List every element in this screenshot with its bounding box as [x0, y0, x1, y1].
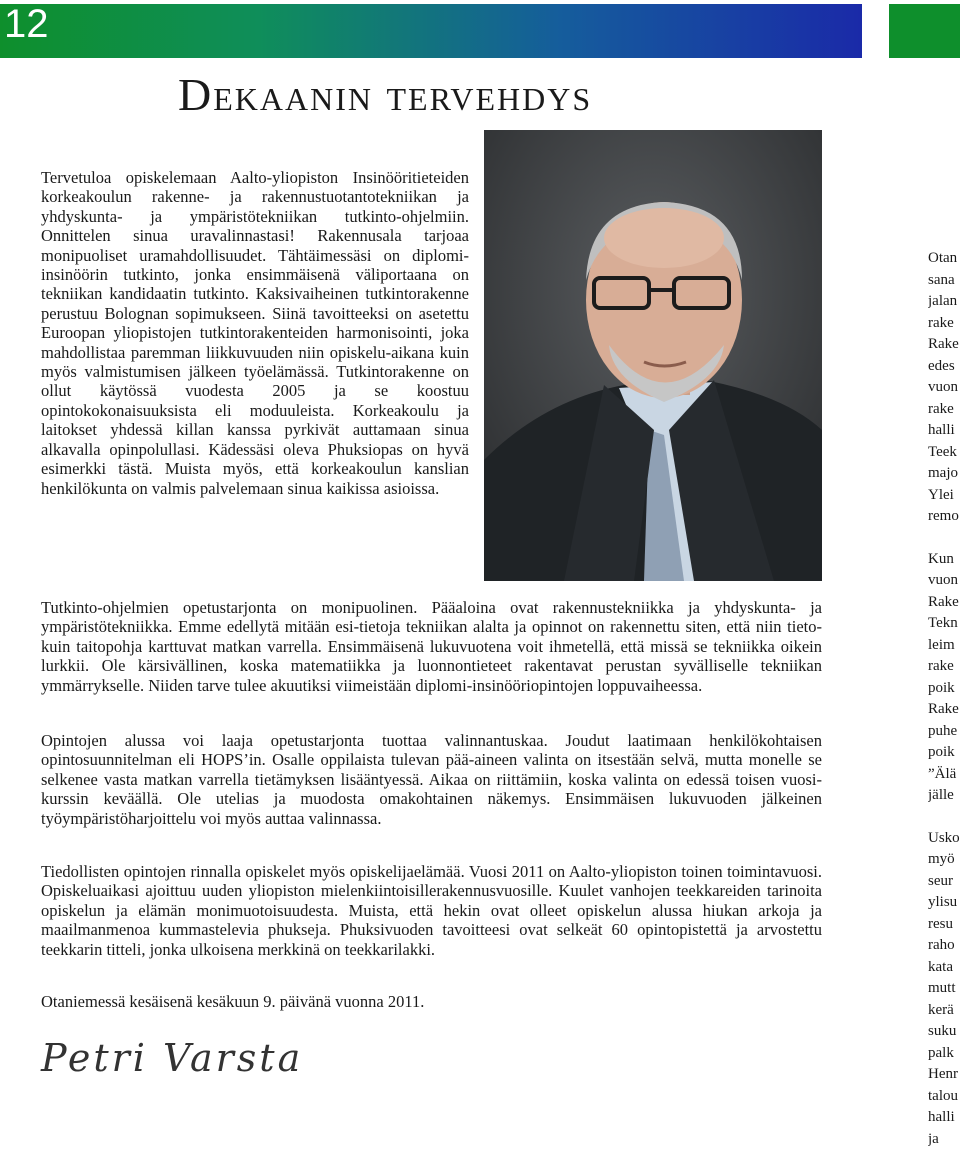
next-page-line: Usko: [928, 828, 960, 850]
next-page-line: suku: [928, 1021, 960, 1043]
next-page-line: Henr: [928, 1064, 960, 1086]
next-page-column: [928, 248, 960, 1150]
next-page-line: resu: [928, 914, 960, 936]
next-page-line: Kun: [928, 549, 960, 571]
next-page-line: leim: [928, 635, 960, 657]
column-gap: [928, 807, 960, 828]
header-gradient-bar: [0, 4, 862, 58]
next-page-line: edes: [928, 356, 960, 378]
next-page-line: sana: [928, 270, 960, 292]
portrait-photo-icon: [484, 130, 822, 581]
next-page-line: talou: [928, 1086, 960, 1108]
next-page-line: ja: [928, 1129, 960, 1150]
next-page-line: remo: [928, 506, 960, 528]
next-page-line: majo: [928, 463, 960, 485]
next-page-line: halli: [928, 420, 960, 442]
next-page-line: seur: [928, 871, 960, 893]
next-page-line: jälle: [928, 785, 960, 807]
next-page-line: myö: [928, 849, 960, 871]
closing-line: Otaniemessä kesäisenä kesäkuun 9. päivänä vuonna 2011.: [41, 992, 822, 1011]
next-page-line: Rake: [928, 334, 960, 356]
intro-paragraph: Tervetuloa opiskelemaan Aalto-yliopiston Insinööritieteiden korkeakoulun rakenne- ja rakennustuotantotekniikan ja yhdyskunta- ja ympäristötekniikan tutkinto-ohjelmiin. Onnittelen sinua uravalinnastasi! Rakennusala tarjoaa monipuoliset uramahdollisuudet. Tähtäimessäsi on diplomi-insinöörin tutkinto, jonka ensimmäisenä väliportaana on tekniikan kandidaatin tutkinto. Kaksivaiheinen tutkintorakenne perustuu Bolognan sopimukseen. Siinä tavoitteeksi on asetettu Euroopan yliopistojen tutkintorakenteiden harmonisointi, joka mahdollistaa paremman liikkuvuuden niin opiskelu-aikana kuin myös valmistumisen jälkeen työelämässä. Tutkintorakenne on ollut käytössä vuodesta 2005 ja se koostuu opintokokonaisuuksista eli moduuleista. Korkeakoulu ja laitokset yhdessä killan kanssa pyrkivät auttamaan sinua alkavalla opinpolullasi. Kädessäsi oleva Phuksiopas on hyvä esimerkki tästä. Muista myös, että korkeakoulun kanslian henkilökunta on valmis palvelemaan sinua kaikissa asioissa.: [41, 168, 469, 498]
next-page-line: rake: [928, 399, 960, 421]
next-page-header-bar: [889, 4, 960, 58]
next-page-line: kerä: [928, 1000, 960, 1022]
next-page-line: vuon: [928, 377, 960, 399]
next-page-line: Teek: [928, 442, 960, 464]
next-page-line: ”Älä: [928, 764, 960, 786]
next-page-line: halli: [928, 1107, 960, 1129]
next-page-line: poik: [928, 742, 960, 764]
page-number: 12: [4, 4, 49, 58]
next-page-line: Rake: [928, 699, 960, 721]
portrait-photo: [484, 130, 822, 581]
next-page-line: puhe: [928, 721, 960, 743]
studies-paragraph: Opintojen alussa voi laaja opetustarjonta tuottaa valinnantuskaa. Joudut laatimaan henkilökohtaisen opintosuunnitelman eli HOPS’in. Osalle oppilaista tulevan pää-aineen valinta on itsestään selvä, mutta monelle se selkenee vasta matkan varrella tietämyksen lisääntyessä. Aikaa on riittämiin, koska valinta on edessä toisen vuosi-kurssin keväällä. Ole utelias ja muodosta omakohtainen näkemys. Ensimmäisen lukuvuoden jälkeinen työympäristöharjoittelu voi myös auttaa valinnassa.: [41, 731, 822, 828]
next-page-line: Rake: [928, 592, 960, 614]
next-page-line: ylisu: [928, 892, 960, 914]
next-page-line: palk: [928, 1043, 960, 1065]
next-page-line: mutt: [928, 978, 960, 1000]
next-page-line: raho: [928, 935, 960, 957]
next-page-line: kata: [928, 957, 960, 979]
next-page-line: Ylei: [928, 485, 960, 507]
column-gap: [928, 528, 960, 549]
next-page-line: jalan: [928, 291, 960, 313]
next-page-line: Tekn: [928, 613, 960, 635]
next-page-line: Otan: [928, 248, 960, 270]
next-page-line: rake: [928, 656, 960, 678]
page-title: Dekaanin tervehdys: [178, 68, 592, 121]
curriculum-paragraph: Tutkinto-ohjelmien opetustarjonta on monipuolinen. Pääaloina ovat rakennustekniikka ja yhdyskunta- ja ympäristötekniikka. Emme edellytä mitään esi-tietoja tekniikan alalta ja opinnot on rakennettu siten, että niin tieto- kuin taitopohja karttuvat matkan varrella. Ensimmäisenä lukuvuotena voit ihmetellä, että missä se tekniikka oikein lurkkii. Ole kärsivällinen, koska matematiikka ja luonnontieteet rakentavat perustan syvälliselle tekniikan ymmärrykselle. Niiden tarve tulee akuutiksi viimeistään diplomi-insinööriopintojen loppuvaiheessa.: [41, 598, 822, 695]
signature: Petri Varsta: [41, 1036, 303, 1080]
next-page-line: vuon: [928, 570, 960, 592]
student-life-paragraph: Tiedollisten opintojen rinnalla opiskelet myös opiskelijaelämää. Vuosi 2011 on Aalto-yliopiston toinen toimintavuosi. Opiskeluaikasi ajoittuu uuden yliopiston mielenkiintoisillerakennusvuosille. Kuulet vanhojen teekkareiden tarinoita opiskelun ja elämän monimuotoisuudesta. Muista, että hekin ovat olleet opiskelun alussa hiukan arkoja ja maailmanmenoa kummastelevia phukseja. Phuksivuoden tavoitteesi ovat selkeät 60 opintopistettä ja arvostettu teekkarin titteli, jonka ulkoisena merkkinä on teekkarilakki.: [41, 862, 822, 959]
next-page-line: poik: [928, 678, 960, 700]
next-page-line: rake: [928, 313, 960, 335]
